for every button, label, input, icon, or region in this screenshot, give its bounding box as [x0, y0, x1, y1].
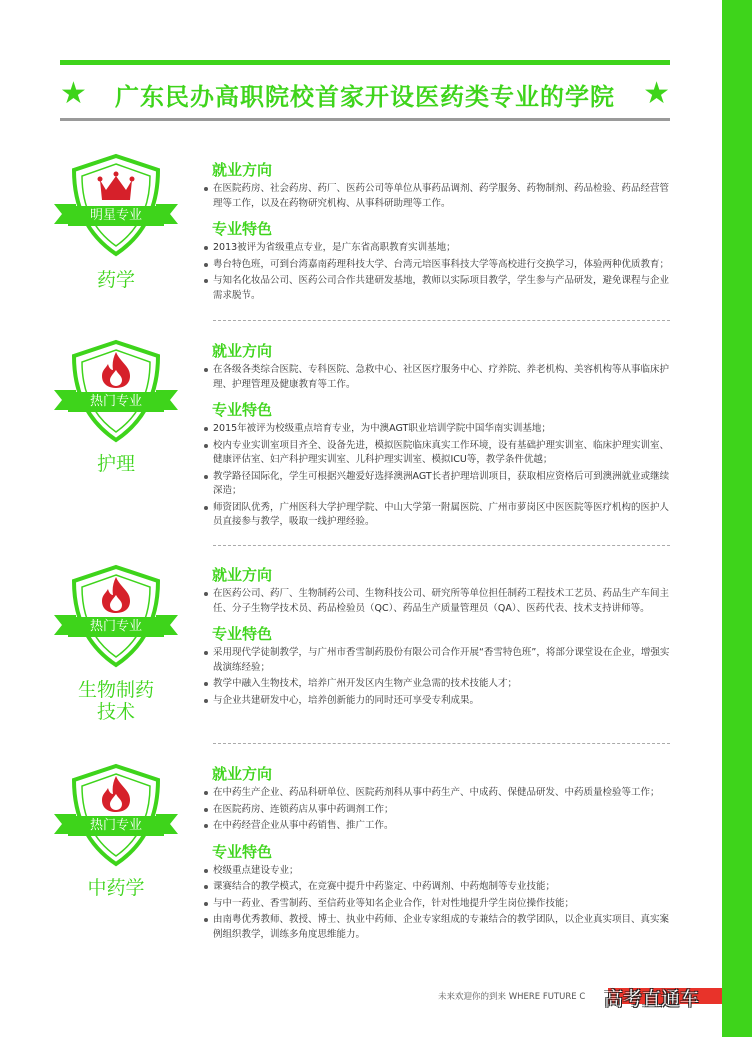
major-badge [46, 762, 186, 882]
major-name: 生物制药 [77, 679, 154, 701]
list-item: 2015年被评为校级重点培育专业，为中澳AGT职业培训学院中国华南实训基地； [203, 422, 673, 437]
right-accent-bar [722, 0, 752, 1037]
major-name: 中药学 [87, 877, 145, 899]
list-item: 由南粤优秀教师、教授、博士、执业中药师、企业专家组成的专兼结合的教学团队，以企业真实项目、真实案例组织教学，训练多角度思维能力。 [203, 913, 673, 942]
section-title: 就业方向 [212, 566, 273, 584]
list-item: 在中药经营企业从事中药销售、推广工作。 [203, 819, 673, 834]
header-banner [60, 76, 670, 112]
badge-label: 热门专业 [89, 619, 142, 634]
section-title: 专业特色 [212, 842, 273, 861]
footer-text: 未来欢迎你的到来 WHERE FUTURE C [438, 992, 586, 1002]
major-name: 护理 [96, 453, 135, 475]
major-badge [46, 563, 186, 683]
list-item: 在中药生产企业、药品科研单位、医院药剂科从事中药生产、中成药、保健品研发、中药质量检验等工作； [203, 786, 673, 801]
major-badge [46, 152, 186, 272]
section-title: 专业特色 [212, 401, 273, 419]
header-bottom-rule [60, 118, 670, 121]
list-item: 教学中融入生物技术，培养广州开发区内生物产业急需的技术技能人才； [203, 677, 673, 692]
list-item: 与知名化妆品公司、医药公司合作共建研发基地，教师以实际项目教学，学生参与产品研发，避免课程与企业需求脱节。 [203, 274, 673, 303]
list-item: 2013被评为省级重点专业，是广东省高职教育实训基地； [203, 241, 673, 256]
divider [213, 743, 670, 744]
list-item: 采用现代学徒制教学，与广州市香雪制药股份有限公司合作开展“香雪特色班”，将部分课堂设在企业，增强实战演练经验； [203, 646, 673, 675]
list-item: 在医院药房、连锁药店从事中药调剂工作； [203, 803, 673, 818]
list-item: 与中一药业、香雪制药、至信药业等知名企业合作，针对性地提升学生岗位操作技能； [203, 897, 673, 912]
badge-label: 明星专业 [89, 208, 142, 223]
list-item: 在各级各类综合医院、专科医院、急救中心、社区医疗服务中心、疗养院、养老机构、美容机构等从事临床护理、护理管理及健康教育等工作。 [203, 363, 673, 392]
section-title: 专业特色 [212, 625, 273, 643]
list-item: 课赛结合的教学模式，在竞赛中提升中药鉴定、中药调剂、中药炮制等专业技能； [203, 880, 673, 895]
watermark-text: 高考直通车 [604, 988, 700, 1010]
divider [213, 320, 670, 321]
divider [213, 545, 670, 546]
major-badge [46, 338, 186, 458]
list-item: 师资团队优秀，广州医科大学护理学院、中山大学第一附属医院、广州市萝岗区中医医院等医疗机构的医护人员直接参与教学，吸取一线护理经验。 [203, 501, 673, 530]
major-name-line2: 技术 [96, 701, 135, 723]
list-item: 在医院药房、社会药房、药厂、医药公司等单位从事药品调剂、药学服务、药物制剂、药品检验、药品经营管理等工作，以及在药物研究机构、从事科研助理等工作。 [203, 182, 673, 211]
list-item: 教学路径国际化，学生可根据兴趣爱好选择澳洲AGT长者护理培训项目，获取相应资格后可到澳洲就业或继续深造； [203, 470, 673, 499]
section-title: 就业方向 [212, 765, 273, 783]
list-item: 粤台特色班，可到台湾嘉南药理科技大学、台湾元培医事科技大学等高校进行交换学习，体验两种优质教育； [203, 258, 673, 273]
section-title: 专业特色 [212, 220, 273, 238]
major-name: 药学 [96, 269, 135, 291]
section-title: 就业方向 [212, 161, 273, 179]
badge-label: 热门专业 [89, 818, 142, 833]
list-item: 与企业共建研发中心，培养创新能力的同时还可享受专利成果。 [203, 694, 673, 709]
header-top-rule [60, 60, 670, 65]
list-item: 校内专业实训室项目齐全、设备先进，模拟医院临床真实工作环境，设有基础护理实训室、临床护理实训室、健康评估室、妇产科护理实训室、儿科护理实训室、模拟ICU等，教学条件优越； [203, 439, 673, 468]
star-icon: ★ [60, 76, 87, 111]
star-icon: ★ [643, 76, 670, 111]
page-title: 广东民办高职院校首家开设医药类专业的学院 [115, 82, 615, 111]
section-title: 就业方向 [212, 342, 273, 360]
major-details [203, 565, 673, 710]
major-details [203, 341, 673, 532]
list-item: 校级重点建设专业； [203, 864, 673, 879]
badge-label: 热门专业 [89, 394, 142, 409]
major-details [203, 160, 673, 305]
list-item: 在医药公司、药厂、生物制药公司、生物科技公司、研究所等单位担任制药工程技术工艺员、药品生产车间主任、分子生物学技术员、药品检验员（QC）、药品生产质量管理员（QA）、医药代表、技术支持讲师等。 [203, 587, 673, 616]
major-details [203, 764, 673, 944]
